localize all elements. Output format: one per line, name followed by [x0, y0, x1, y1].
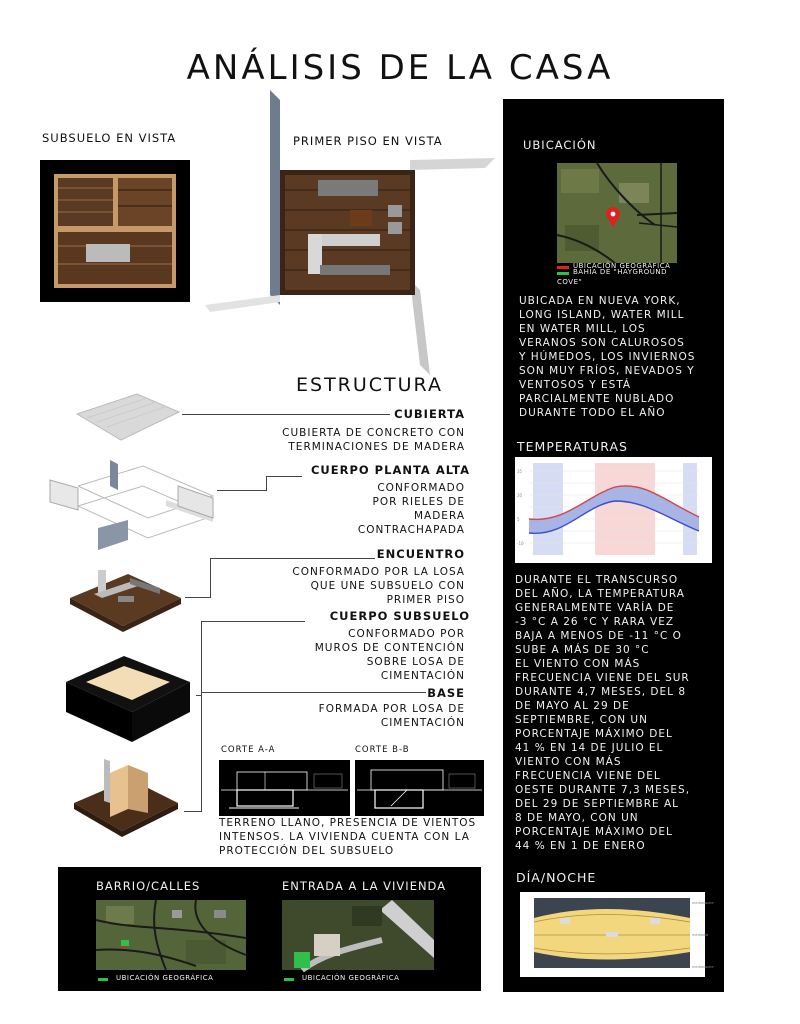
corte-b-label: CORTE B-B — [355, 745, 410, 755]
ubicacion-map-image — [557, 163, 677, 263]
text-line: CONFORMADO — [377, 482, 465, 494]
leader-line-cubierta — [182, 414, 390, 415]
encuentro-axon-image — [68, 568, 183, 640]
entrada-legend-text: UBICACIÓN GEOGRÁFICA — [302, 974, 400, 982]
bottom-maps-panel — [58, 867, 481, 991]
cortes-caption — [219, 816, 476, 858]
text-line: FRECUENCIA VIENE DEL — [515, 770, 661, 782]
text-line: -3 °C A 26 °C Y RARA VEZ — [515, 616, 675, 628]
text-line: PORCENTAJE MÁXIMO DEL — [515, 728, 673, 740]
text-line: PRIMER PISO — [386, 594, 465, 606]
text-line: SOBRE LOSA DE — [366, 656, 465, 668]
text-line: FORMADA POR LOSA DE — [318, 703, 465, 715]
ubicacion-description — [519, 294, 695, 420]
text-line: OESTE DURANTE 7,3 MESES, — [515, 784, 691, 796]
cuerpo-subsuelo-axon-image — [62, 652, 194, 744]
text-line: TERRENO LLANO, PRESENCIA DE VIENTOS — [219, 817, 477, 829]
primer-piso-plan-image — [200, 90, 500, 375]
text-line: PARCIALMENTE NUBLADO — [519, 393, 675, 405]
text-line: DE MAYO AL 29 DE — [515, 700, 630, 712]
leader-line-base-h — [201, 692, 426, 693]
encuentro-title: ENCUENTRO — [376, 547, 465, 561]
text-line: LONG ISLAND, WATER MILL — [519, 309, 685, 321]
text-line: BAJA A MENOS DE -11 °C O — [515, 630, 682, 642]
text-line: 44 % EN 1 DE ENERO — [515, 840, 646, 852]
map-legend-3: COVE" — [557, 278, 583, 286]
text-line: FRECUENCIA VIENE DEL SUR — [515, 672, 690, 684]
svg-text:5: 5 — [517, 517, 520, 522]
text-line: Y HÚMEDOS, LOS INVIERNOS — [519, 351, 696, 363]
entrada-label: ENTRADA A LA VIVIENDA — [282, 879, 447, 893]
page-title: ANÁLISIS DE LA CASA — [186, 48, 614, 88]
leader-line-planta-alta-v — [266, 476, 267, 491]
primer-piso-label: PRIMER PISO EN VISTA — [293, 134, 443, 148]
text-line: DEL AÑO, LA TEMPERATURA — [515, 588, 685, 600]
leader-line-base-v — [201, 692, 202, 812]
estructura-heading: ESTRUCTURA — [296, 374, 443, 396]
leader-line-encuentro-v — [210, 558, 211, 598]
map-legend-2: BAHÍA DE "HAYGROUND — [573, 268, 668, 276]
text-line: DURANTE 4,7 MESES, DEL 8 — [515, 686, 687, 698]
cuerpo-subsuelo-description — [315, 627, 465, 683]
text-line: DEL 29 DE SEPTIEMBRE AL — [515, 798, 680, 810]
entrada-map-image — [282, 900, 434, 970]
text-line: MUROS DE CONTENCIÓN — [314, 642, 465, 654]
map-legend-red-swatch — [557, 266, 569, 269]
svg-text:mediodía: mediodía — [692, 933, 709, 937]
leader-line-encuentro — [185, 597, 211, 598]
text-line: MADERA — [413, 510, 465, 522]
daylight-chart-image — [520, 892, 714, 977]
encuentro-description — [292, 565, 465, 607]
leader-line-planta-alta — [217, 490, 267, 491]
barrio-legend-text: UBICACIÓN GEOGRÁFICA — [116, 974, 214, 982]
text-line: EN WATER MILL, LOS — [519, 323, 646, 335]
text-line: VIENTO CON MÁS — [515, 756, 622, 768]
leader-line-encuentro-h — [210, 558, 375, 559]
cuerpo-subsuelo-title: CUERPO SUBSUELO — [329, 609, 470, 623]
text-line: POR RIELES DE — [372, 496, 465, 508]
barrio-legend-swatch — [98, 978, 108, 981]
corte-a-image — [219, 760, 350, 816]
entrada-legend-swatch — [284, 978, 294, 981]
cuerpo-planta-alta-title: CUERPO PLANTA ALTA — [310, 463, 470, 477]
text-line: SUBE A MÁS DE 30 °C — [515, 644, 650, 656]
cubierta-description — [282, 426, 465, 454]
leader-line-base — [184, 811, 202, 812]
base-title: BASE — [427, 686, 465, 700]
cubierta-title: CUBIERTA — [394, 407, 465, 421]
text-line: PORCENTAJE MÁXIMO DEL — [515, 826, 673, 838]
sidebar-panel — [503, 99, 724, 992]
corte-b-image — [355, 760, 484, 816]
text-line: SEPTIEMBRE, CON UN — [515, 714, 648, 726]
text-line: VENTOSOS Y ESTÁ — [519, 379, 632, 391]
temperaturas-heading: TEMPERATURAS — [517, 439, 628, 454]
text-line: CUBIERTA DE CONCRETO CON — [282, 427, 465, 439]
text-line: EL VIENTO CON MÁS — [515, 658, 641, 670]
ubicacion-heading: UBICACIÓN — [523, 138, 597, 152]
corte-a-label: CORTE A-A — [221, 745, 276, 755]
svg-text:medianoche: medianoche — [692, 965, 714, 969]
cuerpo-planta-alta-axon-image — [48, 458, 223, 568]
leader-line-planta-alta-h — [266, 476, 302, 477]
text-line: UBICADA EN NUEVA YORK, — [519, 295, 681, 307]
map-legend-1: UBICACIÓN GEOGRÁFICA — [573, 262, 671, 270]
base-description — [319, 702, 465, 730]
text-line: CIMENTACIÓN — [380, 717, 465, 729]
text-line: VERANOS SON CALUROSOS — [519, 337, 685, 349]
text-line: 8 DE MAYO, CON UN — [515, 812, 639, 824]
temperaturas-description — [515, 573, 690, 853]
text-line: INTENSOS. LA VIVIENDA CUENTA CON LA — [219, 831, 470, 843]
text-line: TERMINACIONES DE MADERA — [288, 441, 465, 453]
map-legend-green-swatch — [557, 272, 569, 275]
text-line: CONFORMADO POR — [348, 628, 465, 640]
text-line: PROTECCIÓN DEL SUBSUELO — [219, 845, 395, 857]
svg-text:35: 35 — [517, 469, 523, 474]
text-line: QUE UNE SUBSUELO CON — [310, 580, 465, 592]
text-line: CONTRACHAPADA — [357, 524, 465, 536]
barrio-map-image — [96, 900, 246, 970]
svg-text:medianoche: medianoche — [692, 901, 714, 905]
temperature-chart-image — [515, 457, 712, 563]
svg-text:-10: -10 — [517, 541, 524, 546]
subsuelo-label: SUBSUELO EN VISTA — [42, 131, 177, 145]
subsuelo-plan-image — [40, 160, 190, 302]
text-line: DURANTE TODO EL AÑO — [519, 407, 666, 419]
dianoche-heading: DÍA/NOCHE — [516, 870, 597, 885]
base-axon-image — [70, 757, 182, 842]
text-line: SON MUY FRÍOS, NEVADOS Y — [519, 365, 695, 377]
barrio-label: BARRIO/CALLES — [96, 879, 201, 893]
text-line: 41 % EN 14 DE JULIO EL — [515, 742, 664, 754]
text-line: GENERALMENTE VARÍA DE — [515, 602, 675, 614]
text-line: DURANTE EL TRANSCURSO — [515, 574, 679, 586]
leader-line-subsuelo-v — [201, 621, 202, 696]
text-line: CIMENTACIÓN — [380, 670, 465, 682]
text-line: CONFORMADO POR LA LOSA — [292, 566, 465, 578]
svg-text:20: 20 — [517, 493, 523, 498]
leader-line-subsuelo-h — [201, 621, 305, 622]
cubierta-axon-image — [75, 390, 185, 450]
cuerpo-planta-alta-description — [358, 481, 465, 537]
